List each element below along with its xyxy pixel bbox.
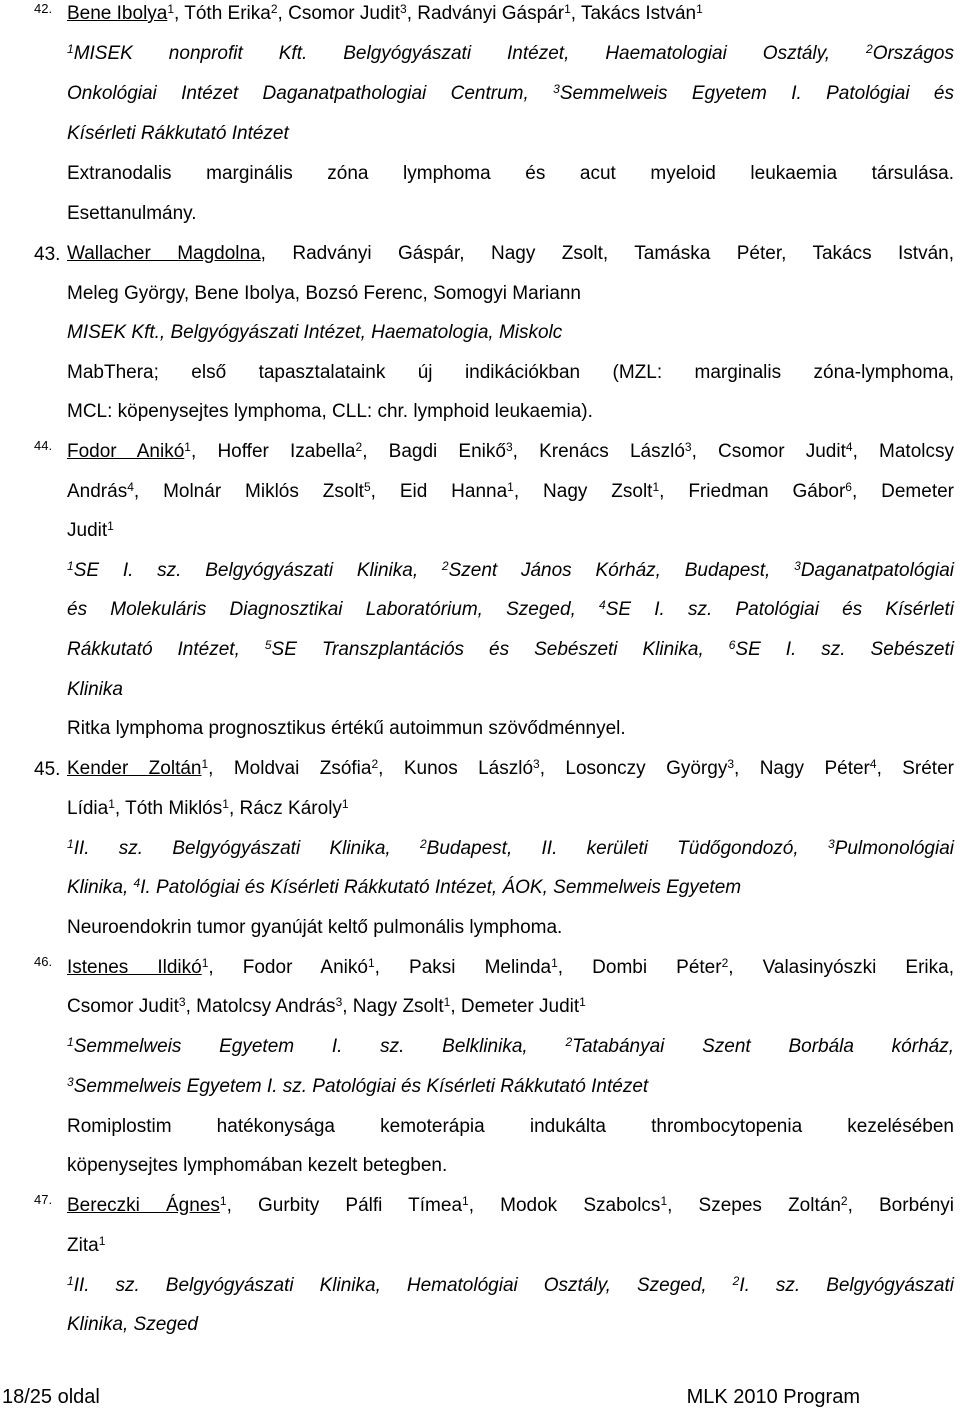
authors-line xyxy=(67,4,954,23)
abstract-title: köpenysejtes lymphomában kezelt betegben. xyxy=(67,1155,448,1176)
affiliation-line: $^1$II. sz. Belgyógyászati Klinika, $^2$Budapest, II. kerületi Tüdőgondozó, $^3$Pulmonológiai xyxy=(67,837,954,859)
authors-rest: $^1$, Hoffer Izabella$^2$, Bagdi Enikő$^3$, Krenács László$^3$, Csomor Judit$^4$, Matolcsy xyxy=(184,440,954,462)
authors-rest: $^1$, Tóth Erika$^2$, Csomor Judit$^3$, Radványi Gáspár$^1$, Takács István$^1$ xyxy=(167,2,703,24)
affiliation-line: $^1$Semmelweis Egyetem I. sz. Belklinika, $^2$Tatabányai Szent Borbála kórház, xyxy=(67,1035,954,1057)
page-number: 18/25 oldal xyxy=(2,1386,100,1408)
lead-author: Bene Ibolya xyxy=(67,3,168,24)
authors-line xyxy=(67,759,954,778)
abstract-title: Neuroendokrin tumor gyanúját keltő pulmonális lymphoma. xyxy=(67,917,563,938)
affiliation-line: Klinika, $^4$I. Patológiai és Kísérleti Rákkutató Intézet, ÁOK, Semmelweis Egyetem xyxy=(67,876,742,898)
authors-line: Meleg György, Bene Ibolya, Bozsó Ferenc, Somogyi Mariann xyxy=(67,283,581,304)
affiliation-line: $^1$MISEK nonprofit Kft. Belgyógyászati Intézet, Haematologiai Osztály, $^2$Országos xyxy=(67,42,954,64)
affiliation-rest: , Belgyógyászati Intézet, Haematologia, Miskolc xyxy=(159,322,563,343)
affiliation-line: Klinika, Szeged xyxy=(67,1314,198,1335)
authors-line xyxy=(67,244,954,263)
entry-number: 47. xyxy=(34,1192,53,1207)
authors-line: Lídia$^1$, Tóth Miklós$^1$, Rácz Károly$^1$ xyxy=(67,797,349,819)
entry-number: 45. xyxy=(34,759,61,780)
lead-author: Bereczki Ágnes xyxy=(67,1195,220,1216)
entry-number: 42. xyxy=(34,1,53,16)
affiliation-line xyxy=(67,323,954,342)
affiliation-line: Rákkutató Intézet, $^5$SE Transzplantációs és Sebészeti Klinika, $^6$SE I. sz. Sebészeti xyxy=(67,638,954,660)
lead-author: Istenes Ildikó xyxy=(67,957,202,978)
abstract-title: Ritka lymphoma prognosztikus értékű autoimmun szövődménnyel. xyxy=(67,718,626,739)
abstract-title: Esettanulmány. xyxy=(67,203,197,224)
authors-rest: , Radványi Gáspár, Nagy Zsolt, Tamáska Péter, Takács István, xyxy=(260,243,955,264)
authors-rest: $^1$, Moldvai Zsófia$^2$, Kunos László$^3$, Losonczy György$^3$, Nagy Péter$^4$, Sréter xyxy=(201,757,954,779)
authors-line xyxy=(67,1196,954,1215)
affiliation-org: MISEK Kft. xyxy=(67,322,160,343)
affiliation-line: $^3$Semmelweis Egyetem I. sz. Patológiai és Kísérleti Rákkutató Intézet xyxy=(67,1075,649,1097)
affiliation-line: Onkológiai Intézet Daganatpathologiai Centrum, $^3$Semmelweis Egyetem I. Patológiai és xyxy=(67,82,954,104)
authors-line: Judit$^1$ xyxy=(67,519,114,541)
authors-line: Csomor Judit$^3$, Matolcsy András$^3$, Nagy Zsolt$^1$, Demeter Judit$^1$ xyxy=(67,995,586,1017)
abstract-title: Romiplostim hatékonysága kemoterápia indukálta thrombocytopenia kezelésében xyxy=(67,1116,954,1137)
abstract-title: MCL: köpenysejtes lymphoma, CLL: chr. lymphoid leukaemia). xyxy=(67,401,593,422)
program-label: MLK 2010 Program xyxy=(686,1386,860,1408)
lead-author: Fodor Anikó xyxy=(67,441,185,462)
entry-number: 44. xyxy=(34,438,53,453)
abstract-title: Extranodalis marginális zóna lymphoma és acut myeloid leukaemia társulása. xyxy=(67,163,954,184)
authors-rest: $^1$, Gurbity Pálfi Tímea$^1$, Modok Szabolcs$^1$, Szepes Zoltán$^2$, Borbényi xyxy=(219,1194,954,1216)
authors-rest: $^1$, Fodor Anikó$^1$, Paksi Melinda$^1$, Dombi Péter$^2$, Valasinyószki Erika, xyxy=(201,956,954,978)
lead-author: Wallacher Magdolna xyxy=(67,243,261,264)
authors-line: András$^4$, Molnár Miklós Zsolt$^5$, Eid Hanna$^1$, Nagy Zsolt$^1$, Friedman Gábor$^6$, Demeter xyxy=(67,480,954,502)
affiliation-line: Kísérleti Rákkutató Intézet xyxy=(67,123,289,144)
entry-number: 46. xyxy=(34,954,53,969)
affiliation-line: $^1$SE I. sz. Belgyógyászati Klinika, $^2$Szent János Kórház, Budapest, $^3$Daganatpatológiai xyxy=(67,559,954,581)
entry-number: 43. xyxy=(34,244,61,265)
authors-line: Zita$^1$ xyxy=(67,1234,106,1256)
authors-line xyxy=(67,442,954,461)
abstract-title: MabThera; első tapasztalataink új indikációkban (MZL: marginalis zóna-lymphoma, xyxy=(67,362,954,383)
lead-author: Kender Zoltán xyxy=(67,758,202,779)
authors-line xyxy=(67,958,954,977)
affiliation-line: $^1$II. sz. Belgyógyászati Klinika, Hematológiai Osztály, Szeged, $^2$I. sz. Belgyógyászati xyxy=(67,1274,954,1296)
affiliation-line: és Molekuláris Diagnosztikai Laboratórium, Szeged, $^4$SE I. sz. Patológiai és Kísérleti xyxy=(67,598,954,620)
affiliation-line: Klinika xyxy=(67,679,123,700)
